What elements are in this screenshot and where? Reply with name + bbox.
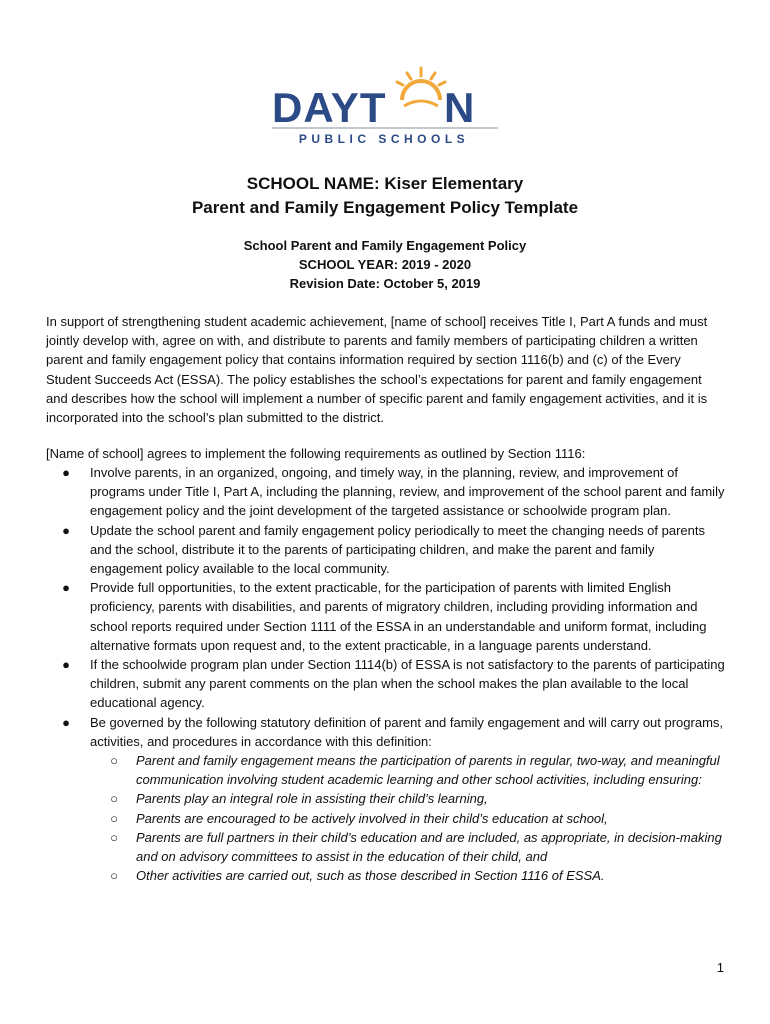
sublist-item bbox=[90, 751, 726, 789]
requirements-list bbox=[46, 463, 726, 885]
list-item bbox=[46, 713, 726, 886]
circle-bullet-icon: ○ bbox=[110, 810, 118, 826]
logo-wordmark-n: N bbox=[444, 84, 475, 131]
sublist-item bbox=[90, 828, 726, 866]
bullet-icon: ● bbox=[62, 580, 70, 596]
template-title: Parent and Family Engagement Policy Template bbox=[191, 198, 579, 217]
logo-subtitle: PUBLIC SCHOOLS bbox=[298, 132, 470, 146]
sun-arc-icon bbox=[402, 81, 440, 100]
list-item bbox=[46, 578, 726, 655]
definition-sublist bbox=[90, 751, 726, 885]
sublist-item-text: Parents play an integral role in assisting their child’s learning, bbox=[136, 791, 488, 807]
logo-wordmark-day: DAYT bbox=[272, 84, 387, 131]
circle-bullet-icon: ○ bbox=[110, 753, 118, 769]
sublist-item-text: Other activities are carried out, such as those described in Section 1116 of ESSA. bbox=[136, 868, 605, 884]
revision-date: Revision Date: October 5, 2019 bbox=[289, 276, 481, 291]
dayton-logo bbox=[266, 66, 506, 146]
circle-bullet-icon: ○ bbox=[110, 829, 118, 845]
list-item bbox=[46, 463, 726, 521]
sublist-item bbox=[90, 809, 726, 828]
requirements-lead: [Name of school] agrees to implement the following requirements as outlined by Section 1116: bbox=[46, 446, 586, 461]
list-item-text: If the schoolwide program plan under Section 1114(b) of ESSA is not satisfactory to the parents of participating children, submit any parent comments on the plan when the school makes the plan available to the local educational agency. bbox=[90, 657, 725, 711]
school-year: SCHOOL YEAR: 2019 - 2020 bbox=[298, 257, 472, 272]
sublist-item-text: Parents are full partners in their child’s education and are included, as appropriate, in decision-making and on advisory committees to assist in the education of their child, and bbox=[136, 829, 722, 865]
page-number: 1 bbox=[716, 960, 724, 975]
list-item bbox=[46, 521, 726, 579]
list-item bbox=[46, 655, 726, 713]
list-item-text: Be governed by the following statutory definition of parent and family engagement and will carry out programs, activities, and procedures in accordance with this definition: bbox=[90, 714, 724, 749]
bullet-icon: ● bbox=[62, 522, 70, 538]
bullet-icon: ● bbox=[62, 465, 70, 480]
policy-name: School Parent and Family Engagement Policy bbox=[243, 238, 527, 253]
bullet-icon: ● bbox=[62, 714, 70, 730]
circle-bullet-icon: ○ bbox=[110, 868, 118, 884]
bullet-icon: ● bbox=[62, 657, 70, 673]
dayton-logo-graphic bbox=[266, 66, 506, 146]
sublist-item bbox=[90, 789, 726, 808]
intro-paragraph: In support of strengthening student academic achievement, [name of school] receives Title I, Part A funds and must jointly develop with, agree on with, and distribute to parents and family members of participating children a written parent and family engagement policy that contains information required by section 1116(b) and (c) of the Every Student Succeeds Act (ESSA). The policy establishes the school’s expectations for parent and family engagement and describes how the school will implement a number of specific parent and family engagement activities, and it is incorporated into the school’s plan submitted to the district. bbox=[46, 314, 708, 426]
sublist-item bbox=[90, 866, 726, 885]
sublist-item-text: Parent and family engagement means the participation of parents in regular, two-way, and meaningful communication involving student academic learning and other school activities, including ensuring: bbox=[136, 753, 720, 788]
circle-bullet-icon: ○ bbox=[110, 791, 118, 807]
list-item-text: Involve parents, in an organized, ongoing, and timely way, in the planning, review, and improvement of programs under Title I, Part A, including the planning, review, and improvement of the school parent and family engagement policy and the joint development of the targeted assistance or schoolwide program plan. bbox=[90, 465, 725, 519]
list-item-text: Update the school parent and family engagement policy periodically to meet the changing needs of parents and the school, distribute it to the parents of participating children, and make the parent and family engagement policy available to the local community. bbox=[90, 522, 705, 577]
sublist-item-text: Parents are encouraged to be actively involved in their child’s education at school, bbox=[136, 810, 608, 826]
list-item-text: Provide full opportunities, to the extent practicable, for the participation of parents with limited English proficiency, parents with disabilities, and parents of migratory children, including providing information and school reports required under Section 1111 of the ESSA in an understandable and uniform format, including alternative formats upon request and, to the extent practicable, in a language parents understand. bbox=[90, 580, 707, 653]
school-name-heading: SCHOOL NAME: Kiser Elementary bbox=[246, 174, 524, 193]
